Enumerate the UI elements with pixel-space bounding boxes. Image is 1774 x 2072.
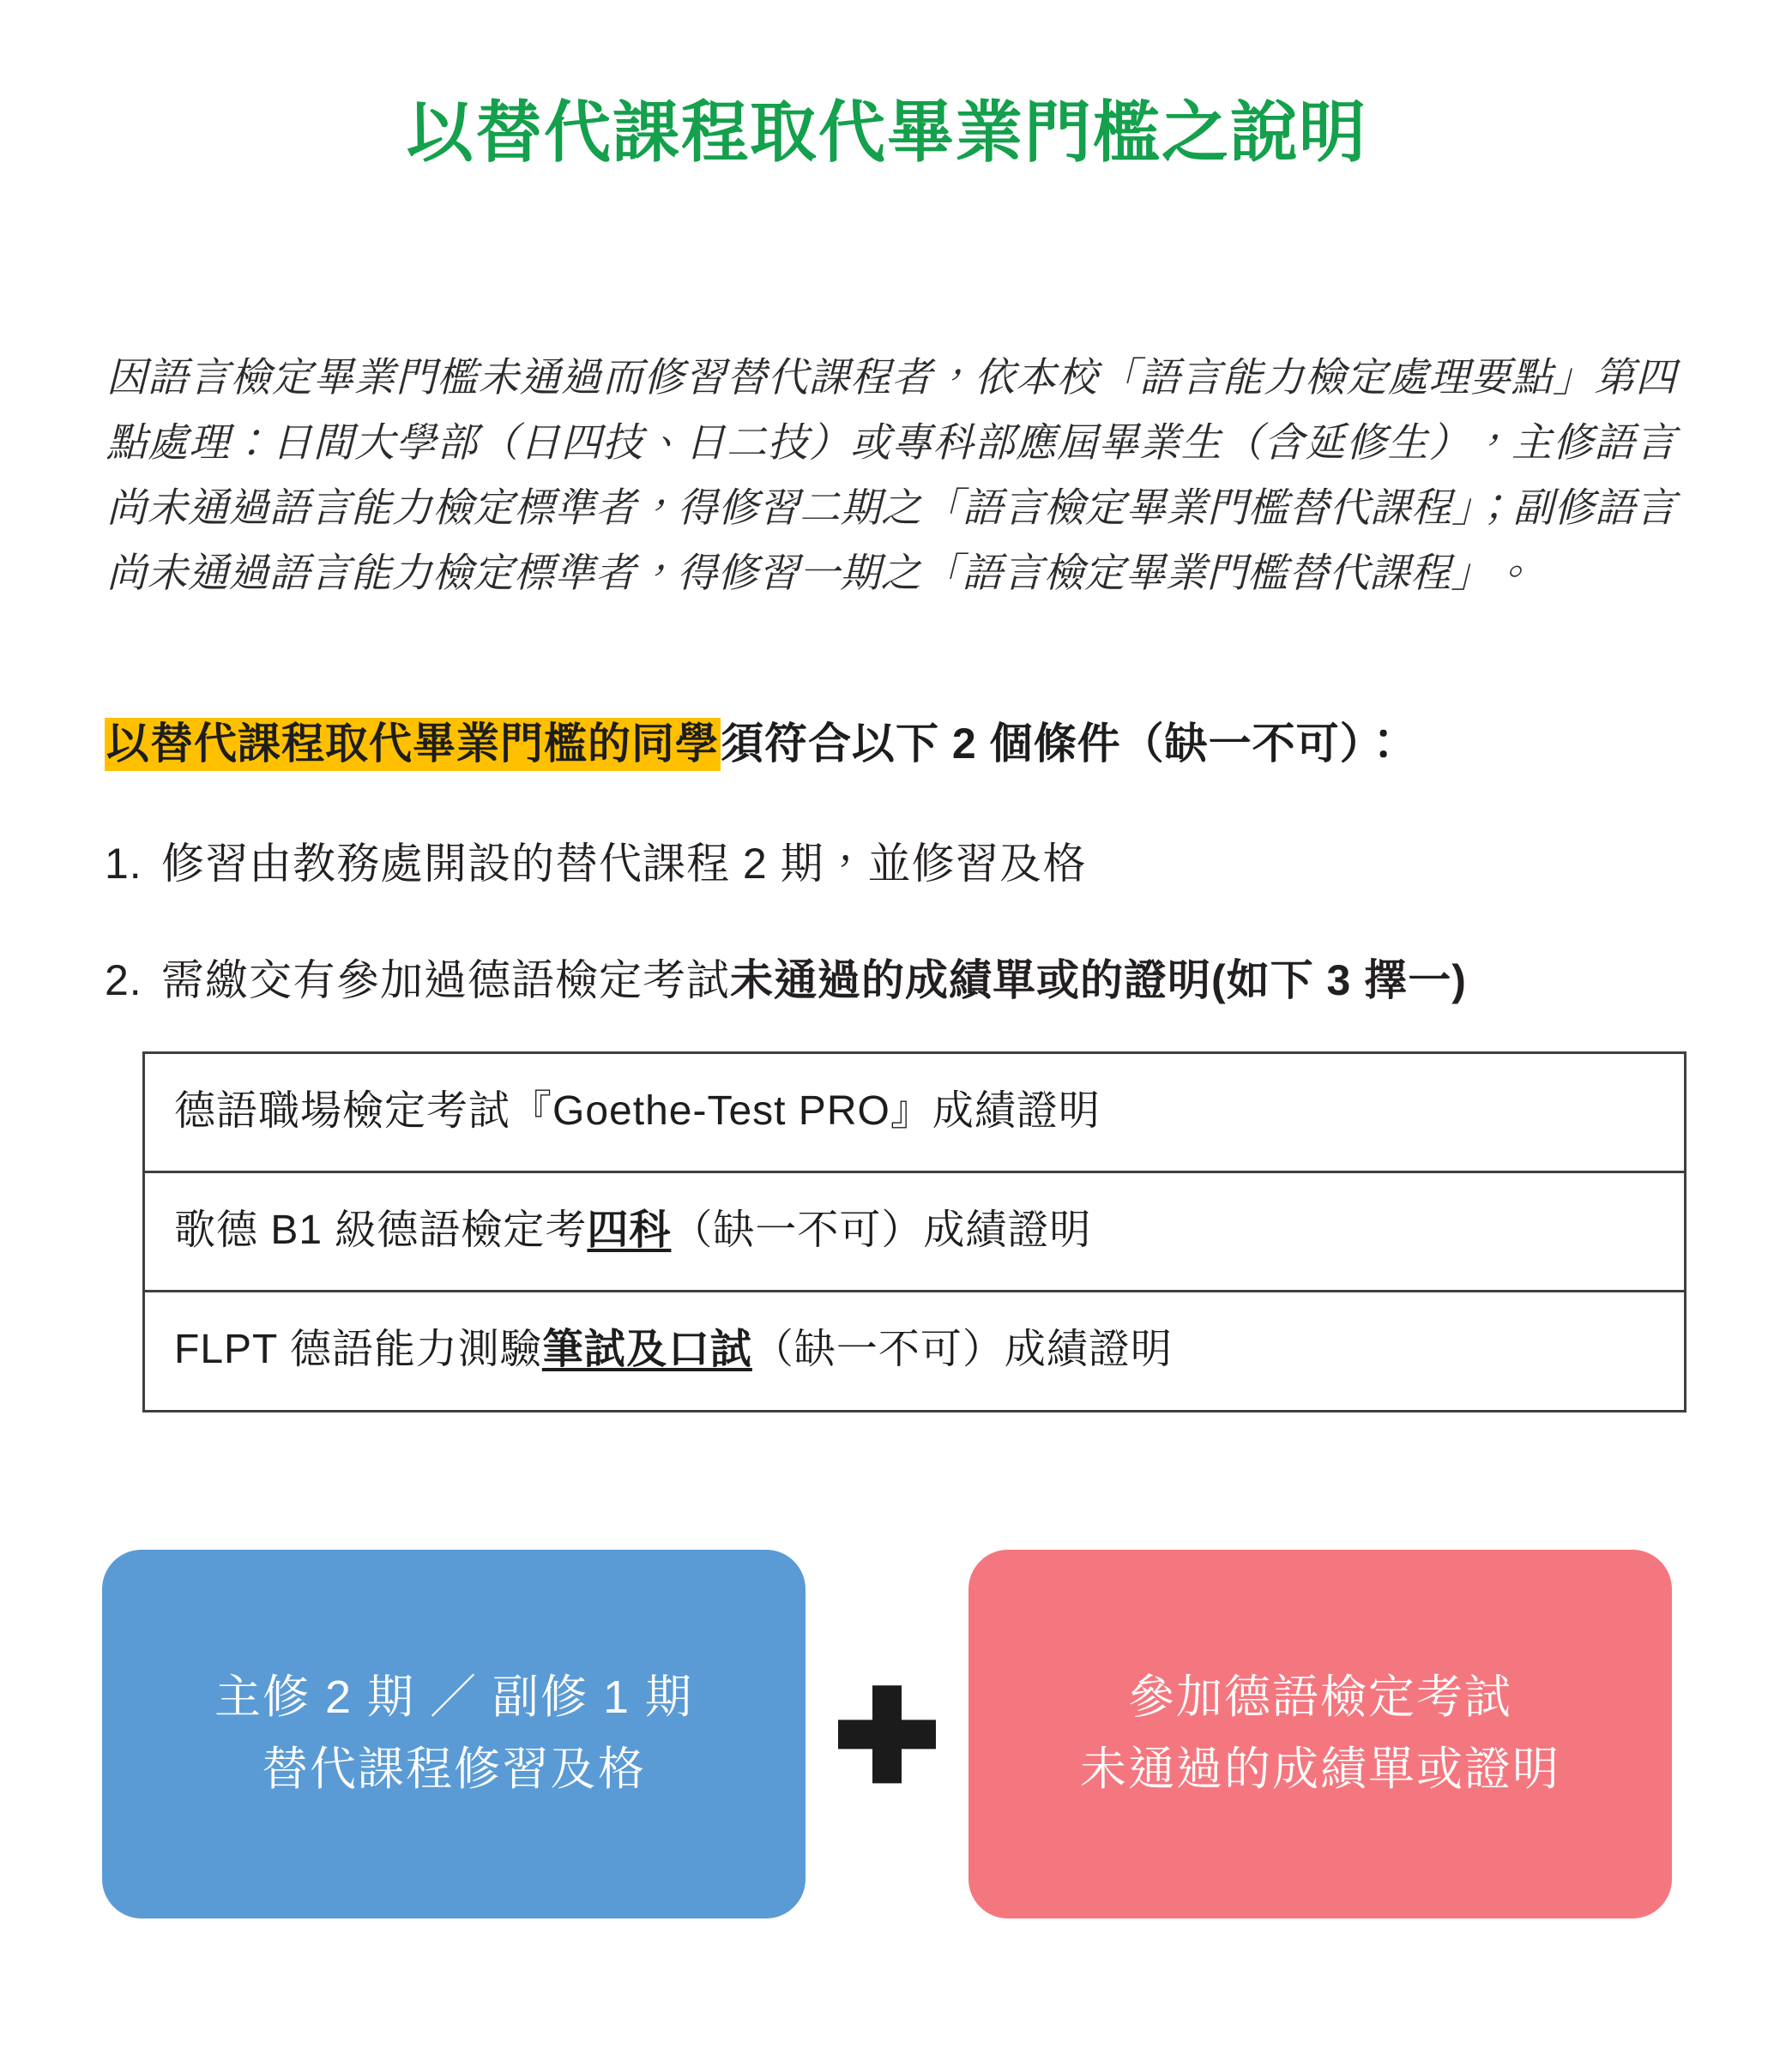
- page-title: 以替代課程取代畢業門檻之說明: [406, 94, 1367, 170]
- list-item: [105, 950, 1683, 1010]
- callout-right: [968, 1550, 1672, 1918]
- plus-icon: ✚: [833, 1664, 941, 1809]
- callout-left: [102, 1550, 806, 1918]
- callout-left-line2: 替代課程修習及格: [262, 1743, 646, 1795]
- list-item: [105, 834, 1683, 894]
- options-table: [142, 1051, 1687, 1412]
- table-row: [144, 1172, 1686, 1291]
- list-item-text: [161, 834, 1683, 894]
- callout-left-line1: 主修 2 期 ／ 副修 1 期: [214, 1671, 694, 1724]
- list-item-text-lead: 修習由教務處開設的替代課程 2 期，並修習及格: [161, 839, 1087, 888]
- list-item-text-lead: 需繳交有參加過德語檢定考試: [161, 955, 730, 1004]
- option-lead: FLPT 德語能力測驗: [174, 1327, 542, 1373]
- option-tail: （缺一不可）成績證明: [751, 1327, 1173, 1373]
- option-underline: 四科: [587, 1207, 672, 1253]
- condition-heading: [105, 715, 1683, 774]
- table-cell-option: [144, 1172, 1686, 1291]
- option-underline: 筆試及口試: [541, 1327, 752, 1373]
- list-item-marker: 2.: [105, 955, 142, 1004]
- list-item-marker: 1.: [105, 839, 142, 888]
- callout-right-line2: 未通過的成績單或證明: [1080, 1743, 1560, 1795]
- option-lead: 歌德 B1 級德語檢定考: [174, 1207, 588, 1253]
- conditions-list: [105, 834, 1683, 1010]
- condition-heading-highlight: 以替代課程取代畢業門檻的同學: [105, 718, 721, 771]
- list-item-text: [161, 950, 1683, 1010]
- table-cell-option: [144, 1292, 1686, 1411]
- option-tail: （缺一不可）成績證明: [671, 1207, 1092, 1253]
- condition-heading-rest: 須符合以下 2 個條件（缺一不可）：: [721, 720, 1406, 768]
- table-row: [144, 1052, 1686, 1172]
- table-cell-option: [144, 1052, 1686, 1172]
- table-row: [144, 1292, 1686, 1411]
- option-lead: 德語職場檢定考試『Goethe-Test PRO』成績證明: [174, 1087, 1101, 1134]
- callout-right-line1: 參加德語檢定考試: [1128, 1671, 1512, 1724]
- intro-paragraph: 因語言檢定畢業門檻未通過而修習替代課程者，依本校「語言能力檢定處理要點」第四點處理：日間大學部（日四技、日二技）或專科部應屆畢業生（含延修生），主修語言尚未通過語言能力檢定標準者，得修習二期之「語言檢定畢業門檻替代課程」；副修語言尚未通過語言能力檢定標準者，得修習一期之「語言檢定畢業門檻替代課程」。: [106, 353, 1676, 595]
- list-item-text-bold: 未通過的成績單或的證明(如下 3 擇一): [730, 955, 1467, 1004]
- summary-callouts: [91, 1550, 1683, 1918]
